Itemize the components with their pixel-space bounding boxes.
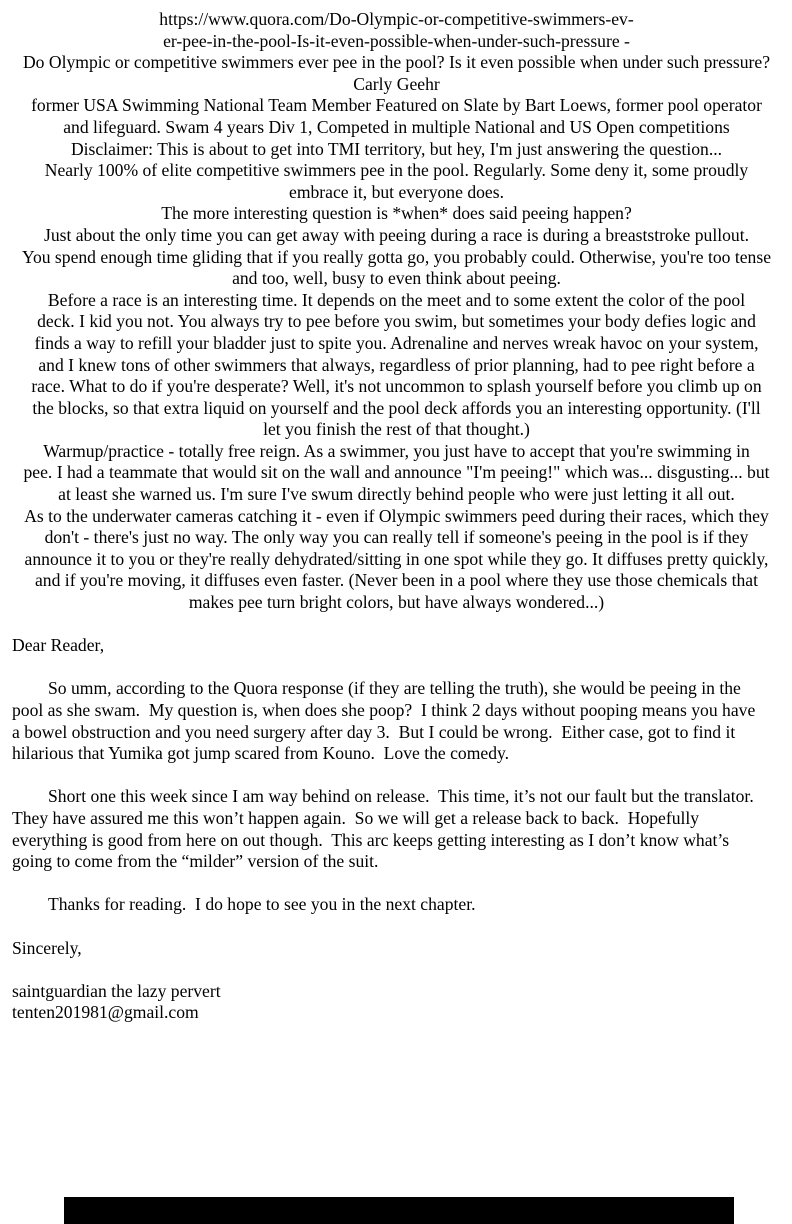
answer-line: Before a race is an interesting time. It depends on the meet and to some extent the color of the pool xyxy=(47,289,746,310)
answer-line: finds a way to refill your bladder just to spite you. Adrenaline and nerves wreak havoc on your system, xyxy=(34,332,759,353)
source-url xyxy=(12,9,781,52)
credential-line: former USA Swimming National Team Member Featured on Slate by Bart Loews, former pool operator xyxy=(31,95,762,116)
url-line: er-pee-in-the-pool-Is-it-even-possible-when-under-such-pressure - xyxy=(163,30,630,51)
answer-line: deck. I kid you not. You always try to pee before you swim, but sometimes your body defies logic and xyxy=(37,311,756,332)
answer-line: makes pee turn bright colors, but have always wondered...) xyxy=(188,592,605,613)
answer-line: embrace it, but everyone does. xyxy=(289,181,504,202)
answer-line: Warmup/practice - totally free reign. As a swimmer, you just have to accept that you're swimming in xyxy=(43,440,750,461)
answer-line: let you finish the rest of that thought.) xyxy=(263,419,530,440)
answer-line: at least she warned us. I'm sure I've swum directly behind people who were just letting it all out. xyxy=(58,484,735,505)
answer-line: You spend enough time gliding that if you really gotta go, you probably could. Otherwise, you're too tense xyxy=(22,246,771,267)
credential-line: and lifeguard. Swam 4 years Div 1, Competed in multiple National and US Open competitions xyxy=(63,116,730,137)
quoted-answer-block xyxy=(12,9,781,614)
question-title: Do Olympic or competitive swimmers ever pee in the pool? Is it even possible when under such pressure? xyxy=(22,52,771,73)
author-name: Carly Geehr xyxy=(353,73,440,94)
answer-body xyxy=(12,139,781,614)
letter-line: everything is good from here on out though. This arc keeps getting interesting as I don’t know what’s xyxy=(12,829,730,850)
answer-line: The more interesting question is *when* does said peeing happen? xyxy=(161,203,632,224)
letter-line: pool as she swam. My question is, when does she poop? I think 2 days without pooping means you have xyxy=(12,700,756,720)
answer-line: and if you're moving, it diffuses even faster. (Never been in a pool where they use those chemicals that xyxy=(35,570,758,591)
answer-line: the blocks, so that extra liquid on yourself and the pool deck affords you an interesting opportunity. (I'll xyxy=(32,397,761,418)
letter-paragraph-2 xyxy=(12,786,781,872)
signature-block xyxy=(12,981,781,1024)
answer-line: pee. I had a teammate that would sit on the wall and announce "I'm peeing!" which was... disgusting... but xyxy=(23,462,770,483)
letter-line: a bowel obstruction and you need surgery after day 3. But I could be wrong. Either case, got to find it xyxy=(12,721,736,742)
answer-line: and too, well, busy to even think about peeing. xyxy=(232,268,561,289)
answer-line: announce it to you or they're really dehydrated/sitting in one spot while they go. It diffuses pretty quickly, xyxy=(24,548,769,569)
bottom-image-strip xyxy=(64,1197,734,1224)
answer-line: Disclaimer: This is about to get into TMI territory, but hey, I'm just answering the question... xyxy=(70,138,723,159)
answer-line: Nearly 100% of elite competitive swimmers pee in the pool. Regularly. Some deny it, some proudly xyxy=(44,160,749,181)
letter-paragraph-1 xyxy=(12,678,781,764)
letter-line: Thanks for reading. I do hope to see you in the next chapter. xyxy=(48,894,476,915)
answer-line: Just about the only time you can get away with peeing during a race is during a breaststroke pullout. xyxy=(43,224,750,245)
signature-line: tenten201981@gmail.com xyxy=(12,1002,199,1023)
letter-line: hilarious that Yumika got jump scared from Kouno. Love the comedy. xyxy=(12,743,510,764)
author-credentials xyxy=(12,95,781,138)
url-line: https://www.quora.com/Do-Olympic-or-competitive-swimmers-ev- xyxy=(159,9,634,29)
letter-line: Short one this week since I am way behind on release. This time, it’s not our fault but the translator. xyxy=(48,786,754,807)
signature-line: saintguardian the lazy pervert xyxy=(12,980,221,1001)
answer-line: and I knew tons of other swimmers that always, regardless of prior planning, had to pee right before a xyxy=(38,354,755,375)
letter-line: They have assured me this won’t happen again. So we will get a release back to back. Hopefully xyxy=(12,807,700,828)
answer-line: race. What to do if you're desperate? Well, it's not uncommon to splash yourself before you climb up on xyxy=(31,376,762,397)
closing: Sincerely, xyxy=(12,937,82,958)
letter-line: So umm, according to the Quora response (if they are telling the truth), she would be peeing in the xyxy=(48,678,741,699)
letter-paragraph-3 xyxy=(12,894,781,916)
salutation: Dear Reader, xyxy=(12,635,105,656)
letter-line: going to come from the “milder” version of the suit. xyxy=(12,851,379,872)
answer-line: don't - there's just no way. The only way you can really tell if someone's peeing in the pool is if they xyxy=(44,527,749,548)
answer-line: As to the underwater cameras catching it - even if Olympic swimmers peed during their races, which they xyxy=(24,505,769,526)
